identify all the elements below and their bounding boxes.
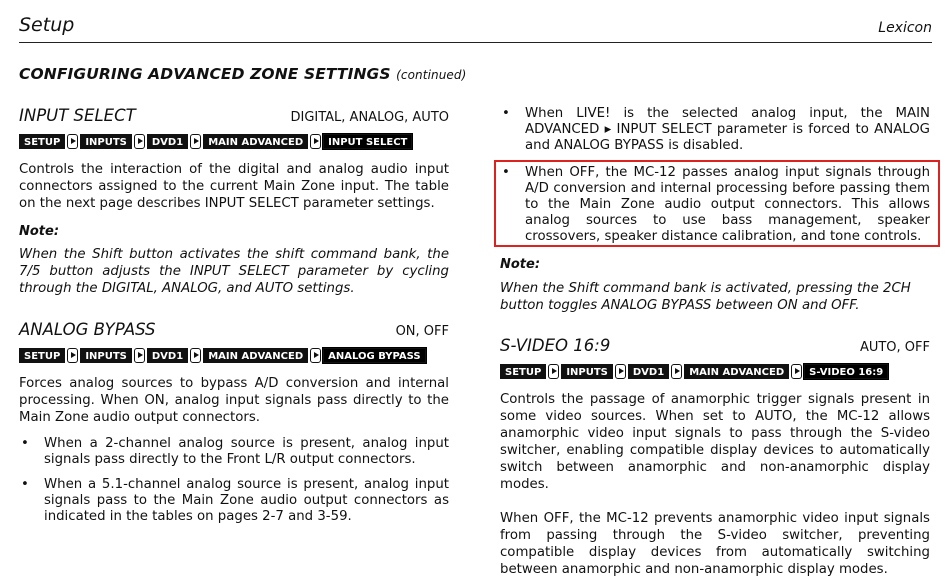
list-item-live: • When LIVE! is the selected analog input, the MAIN ADVANCED ▸ INPUT SELECT parameter is forced to ANALOG and ANALOG BYPASS is disabled. xyxy=(500,106,930,154)
crumb-main-advanced: MAIN ADVANCED xyxy=(203,348,308,363)
crumb-arrow-icon xyxy=(67,134,78,149)
crumb-input-select: INPUT SELECT xyxy=(323,134,412,149)
crumb-arrow-icon xyxy=(310,348,321,363)
svideo-body-2: When OFF, the MC-12 prevents anamorphic video input signals from passing through the S-video switcher, preventing compatible display devices from automatically switching between anamorphic and non-anamorphic display modes. xyxy=(500,511,930,577)
input-select-note: When the Shift button activates the shift command bank, the 7/5 button adjusts the INPUT SELECT parameter by cycling through the DIGITAL, ANALOG, and AUTO settings. xyxy=(19,247,449,296)
list-item: • When a 5.1-channel analog source is present, analog input signals pass to the Main Zone audio output connectors as indicated in the tables on pages 2-7 and 3-59. xyxy=(19,477,449,525)
svideo-breadcrumb xyxy=(500,363,930,380)
list-item: • When a 2-channel analog source is present, analog input signals pass directly to the Front L/R output connectors. xyxy=(19,436,449,468)
crumb-arrow-icon xyxy=(548,364,559,379)
svideo-options: AUTO, OFF xyxy=(859,340,930,355)
crumb-setup: SETUP xyxy=(19,348,65,363)
header-divider xyxy=(19,42,932,43)
analog-bypass-heading xyxy=(19,320,449,342)
crumb-arrow-icon xyxy=(67,348,78,363)
input-select-note-label: Note: xyxy=(19,224,60,239)
highlight-annotation-box xyxy=(494,160,940,247)
input-select-options: DIGITAL, ANALOG, AUTO xyxy=(290,110,449,125)
crumb-arrow-icon xyxy=(310,134,321,149)
crumb-inputs: INPUTS xyxy=(80,134,132,149)
crumb-dvd1: DVD1 xyxy=(147,134,188,149)
analog-bypass-bullets xyxy=(19,436,449,525)
input-select-title: INPUT SELECT xyxy=(19,106,136,125)
analog-bypass-options: ON, OFF xyxy=(395,324,449,339)
crumb-dvd1: DVD1 xyxy=(147,348,188,363)
analog-bypass-breadcrumb xyxy=(19,347,449,364)
crumb-main-advanced: MAIN ADVANCED xyxy=(684,364,789,379)
page-title xyxy=(19,65,466,83)
page-title-continued: (continued) xyxy=(396,68,467,82)
svideo-title: S-VIDEO 16:9 xyxy=(500,336,611,355)
left-column xyxy=(19,106,449,525)
crumb-svideo: S-VIDEO 16:9 xyxy=(804,364,888,379)
crumb-setup: SETUP xyxy=(500,364,546,379)
list-item-off: • When OFF, the MC-12 passes analog input signals through A/D conversion and internal processing before passing them to the Main Zone audio output connectors. This allows analog sources to use bass management, speaker crossovers, speaker distance calibration, and tone controls. xyxy=(500,165,930,245)
crumb-inputs: INPUTS xyxy=(561,364,613,379)
crumb-dvd1: DVD1 xyxy=(628,364,669,379)
analog-bypass-body: Forces analog sources to bypass A/D conversion and internal processing. When ON, analog input signals pass directly to the Main Zone audio output connectors. xyxy=(19,376,449,425)
header-section-title: Setup xyxy=(19,14,75,36)
input-select-heading xyxy=(19,106,449,128)
crumb-main-advanced: MAIN ADVANCED xyxy=(203,134,308,149)
input-select-breadcrumb xyxy=(19,133,449,150)
svideo-body-1: Controls the passage of anamorphic trigger signals present in some video sources. When set to AUTO, the MC-12 allows anamorphic video input signals to pass through the S-video switcher, enabling compatible display devices to automatically switch between anamorphic and non-anamorphic display modes. xyxy=(500,392,930,492)
crumb-arrow-icon xyxy=(134,134,145,149)
page-title-text: CONFIGURING ADVANCED ZONE SETTINGS xyxy=(19,65,391,83)
crumb-arrow-icon xyxy=(134,348,145,363)
input-select-body: Controls the interaction of the digital and analog audio input connectors assigned to the current Main Zone input. The table on the next page describes INPUT SELECT parameter settings. xyxy=(19,162,449,211)
crumb-arrow-icon xyxy=(671,364,682,379)
header-brand: Lexicon xyxy=(878,20,932,36)
analog-bypass-title: ANALOG BYPASS xyxy=(19,320,156,339)
crumb-arrow-icon xyxy=(190,134,201,149)
crumb-arrow-icon xyxy=(791,364,802,379)
svideo-heading xyxy=(500,336,930,358)
right-note-label: Note: xyxy=(500,257,541,272)
right-note: When the Shift command bank is activated, pressing the 2CH button toggles ANALOG BYPASS between ON and OFF. xyxy=(500,281,911,313)
crumb-setup: SETUP xyxy=(19,134,65,149)
crumb-analog-bypass: ANALOG BYPASS xyxy=(323,348,425,363)
crumb-arrow-icon xyxy=(615,364,626,379)
crumb-arrow-icon xyxy=(190,348,201,363)
crumb-inputs: INPUTS xyxy=(80,348,132,363)
